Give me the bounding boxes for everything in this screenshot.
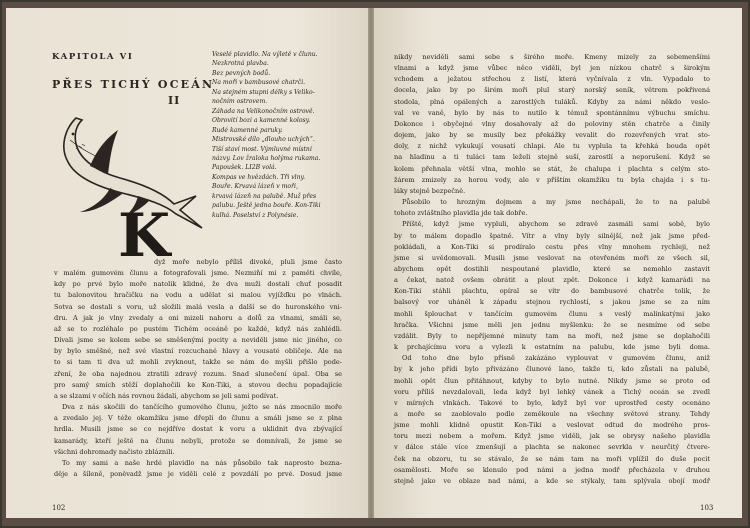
text-line: v dálce stále více zmenšují a plachta se nakonec sevrkla v neurčitý čtvere-: [394, 443, 710, 452]
text-line: Dokonce i obyčejné vlny dosahovaly až do poloviny stěn chatrče a činily: [394, 119, 710, 128]
page-number-left: 102: [52, 504, 66, 512]
text-line: mohli opět člun přitáhnout, kdyby to bylo nutné. Nikdy jsme se proto od: [394, 376, 710, 385]
drop-cap: K: [118, 201, 171, 271]
text-line: Sotva se dostali s voru, už složili malá vesla a další se do huronského vni-: [54, 302, 342, 311]
text-line: toru mezi nebem a mořem. Když jsme viděli, jak se obrysy našeho plavidla: [394, 432, 710, 441]
left-body-text: [54, 257, 342, 480]
text-line: mohli šplouchat v tančícím gumovém člunu s veslý malinkatými jako: [394, 309, 710, 318]
text-line: kamarády, kteří ještě na člunu nebyli, protože se domnívali, že jsme se: [54, 436, 342, 445]
summary-line: Na stejném stupni délky s Veliko-: [212, 88, 315, 96]
text-line: by to málem dopadlo špatně. Vítr a vlny byly silnější, než jak jsme před-: [394, 231, 710, 240]
text-line: vchodem a ježatou střechou z listí, která vyčnívala z vln. Vypadalo to: [394, 75, 710, 84]
text-line: Příště, když jsme vypluli, abychom se zdravě zasmáli sami sobě, bylo: [402, 220, 710, 229]
text-line: kolem přehnala větší vlna, mohlo se stát, že chalupa i plachta s celým sto-: [394, 164, 710, 173]
text-line: kdy po prvé bylo moře natolik klidné, že dva muži dostali chuť posadit: [54, 280, 342, 289]
text-line: pro samý smích stěží doplahočili ke Kon-Tiki, a stovou dechu popadajícíe: [54, 380, 342, 389]
text-line: balsový vor uháněl k západu stejnou rychlostí, s jakou jsme se za ním: [394, 298, 710, 307]
chapter-part: II: [168, 94, 181, 107]
text-line: docela, jako by po širém moři plul starý norský seník, větrem pokřivená: [394, 86, 710, 95]
text-line: a moře se zaoblovalo podle zeměkoule na všechny světové strany. Tehdy: [394, 410, 710, 418]
text-line: vlnami a když jsme vůbec něco viděli, byl jen nízkou chatrč s širokým: [394, 64, 710, 73]
chapter-title: PŘES TICHÝ OCEÁN: [52, 78, 215, 91]
text-line: dru. A jak je vlny zvedaly a oni mizeli nahoru a dolů za vlnami, smáli se,: [54, 313, 342, 322]
text-line: hračka. Všichni jsme měli jen jednu myšlenku: že se nesmíme od sebe: [394, 320, 710, 329]
text-line: až se to rozléhalo po pustém Tichém oceáně po každé, když nás zahlédli.: [54, 324, 342, 333]
text-line: nikdy neviděli sami sebe s širého moře. Kmeny mizely za sebemenšími: [394, 53, 710, 61]
right-body-text: [394, 52, 710, 487]
text-line: a se slzami v očích nás rovnou žádali, abychom se jeli sami podívat.: [54, 391, 279, 400]
text-line: to si tam ti dva už mohli zvyknout, takže se nám do myšli přišlo pode-: [54, 358, 342, 367]
text-line: jsme si uvědomovali. Musili jsme veslovat na otevřeném moři ze všech sil,: [394, 253, 710, 262]
text-line: by k jeho přídi bylo přivázáno člunové lano, takže ti, kdo zůstali na palubě,: [394, 365, 710, 374]
book-spread: [2, 2, 748, 526]
text-line: Kon-Tiki stáhli plachtu, opíral se vítr do bambusové chatrče tolik, že: [394, 287, 710, 296]
right-page: [374, 8, 742, 518]
text-line: v malém gumovém člunu a fotografovali jsme. Nezmiňí mi z paměti chvíle,: [54, 269, 342, 278]
summary-line: Záhada na Velikonočním ostrově.: [212, 107, 315, 115]
text-line: láky stejně bezpečně.: [394, 186, 466, 195]
text-line: To my sami a naše hrdé plavidlo na nás působilo tak naprosto bezna-: [62, 458, 342, 467]
text-line: a zvedalo jej. V téže okamžiku jsme dřepli do člunu a smáli jsme se z plna: [54, 414, 342, 423]
summary-line: krvavá lázeň na palubě. Muž přes: [212, 192, 317, 200]
text-line: voru příliš nevzdalovali, leda když byl lehký vánek a Tichý oceán se zvedl: [394, 387, 710, 396]
text-line: na hladinu a ti tuláci tam leželi stejně suší, zarostlí a neporušení. Když se: [394, 153, 710, 162]
text-line: doly, z nichž vykukují vousatí chlapi. Ale tu vyplula ta křehká bouda opět: [394, 142, 710, 151]
summary-line: palubu. Ještě jedna bouře. Kon-Tiki: [212, 202, 321, 210]
summary-line: Papoušek. LI2B volá.: [212, 164, 277, 172]
summary-line: Bouře. Krvavá lázeň v moři,: [212, 183, 298, 191]
text-line: Dva z nás skočili do tančícího gumového člunu, ježto se nás zmocnilo moře: [62, 403, 342, 412]
summary-line: názvy. Lov žraloka holýma rukama.: [212, 154, 321, 162]
text-line: by bylo směšné, než své vlastní rozcuchané hlavy a vousaté obličeje. Ale na: [54, 347, 342, 356]
text-line: pokládali, a Kon-Tiki si prodíralo cestu přes vlny mnohem rychleji, než: [394, 242, 710, 251]
text-line: Dívali jsme se kolem sebe se směšenými pocity a neviděli jsme nic jiného, co: [54, 336, 342, 345]
text-line: val ve vaně, bylo by nás to nutilo k témuž spontánnímu výbuchu smíchu.: [394, 108, 710, 117]
text-line: stejně jako ve oblaze nad námi, a kde se stýkaly, tam splývala obojí modř: [394, 476, 710, 485]
text-line: tu balonovitou hračičku na vodu a udělat si malou vyjížďku po vlnách.: [54, 291, 342, 300]
text-line: tohoto zvláštního plavidla jde tak dobře.: [394, 209, 528, 218]
text-line: dyž moře nebylo příliš divoké, pluli jsme často: [154, 258, 342, 266]
chapter-summary: [212, 50, 362, 220]
left-page: [6, 8, 368, 518]
summary-line: Bez pevných bodů.: [212, 69, 271, 77]
summary-line: Tiší staví most. Výmluvné místní: [212, 145, 312, 153]
text-line: hrdla. Musili jsme se co nejdříve dostat k voru a uklidnit dva zbývající: [54, 425, 342, 434]
text-line: jsme mohli klidně opustit Kon-Tiki a veslovat odtud do modrého pros-: [394, 421, 710, 430]
text-line: a čekat, natož ovšem obrátit a plout zpět. Dokonce i když kamarádi na: [394, 276, 710, 285]
text-line: žárem zmizely za horou vody, ale v příštím okamžiku tu byla chajda i s tu-: [394, 175, 710, 184]
chapter-label: KAPITOLA VI: [52, 52, 134, 62]
text-line: Od toho dne bylo přísně zakázáno vyplouvat v gumovém člunu, aniž: [402, 354, 710, 363]
text-line: k prchajícímu voru a vylezli k ostatním na palubu, kde jsme byli doma.: [394, 343, 710, 352]
text-line: děje a šíleně, poněvadž jsme je viděli celé z povzdálí po prvé. Dosud jsme: [54, 469, 342, 478]
page-number-right: 103: [700, 504, 714, 512]
summary-line: Veselé plavidlo. Na výletě v člunu.: [212, 51, 318, 58]
text-line: abychom opět dostihli nespoutané plavidlo, které se nemohlo zastavit: [394, 264, 710, 273]
summary-line: Mistrovské dílo „dlouho uchých“.: [212, 136, 315, 144]
summary-line: Nezkrotná plavba.: [212, 60, 269, 68]
text-line: dojem, jako by se musily bez překážky vevalit do rozevřených vrat sto-: [394, 131, 710, 140]
summary-line: Kompas ve hvězdách. Tři vlny.: [212, 173, 306, 181]
text-line: vzdálit. Byly to nepříjemné minuty tam na moři, než jsme se doplahočili: [394, 331, 710, 340]
summary-line: Na moři v bambusové chatrči.: [212, 79, 306, 87]
summary-line: kulhá. Poselství z Polynésie.: [212, 211, 299, 219]
text-line: stodola, plná opálených a zarostlých tuláků. Kdyby za námi někdo veslo-: [394, 97, 710, 106]
summary-line: nočním ostrovem.: [212, 98, 268, 106]
summary-line: Rudé kamenné paruky.: [212, 126, 283, 134]
text-line: zření, že oba najednou ztratili zdravý rozum. Snad slunečení úpal. Oba se: [54, 369, 342, 378]
text-line: osamělosti. Moře se klenulo pod námi a jedna modř přecházela v druhou: [394, 465, 710, 474]
text-line: všichni dohromady načisto zbláznili.: [54, 447, 175, 456]
text-line: Působilo to hrozným dojmem a my jsme nechápali, že to na palubě: [402, 198, 710, 207]
text-line: ček na obzoru, tu se stávalo, že se nám tam na moři vplížil do duše pocit: [394, 454, 710, 463]
summary-line: Obrovití bozi a kamenné kolosy.: [212, 117, 311, 125]
text-line: v mírných vlnkách. Takové to bylo, když byl vor uprostřed cesty ocenáno: [394, 398, 710, 407]
